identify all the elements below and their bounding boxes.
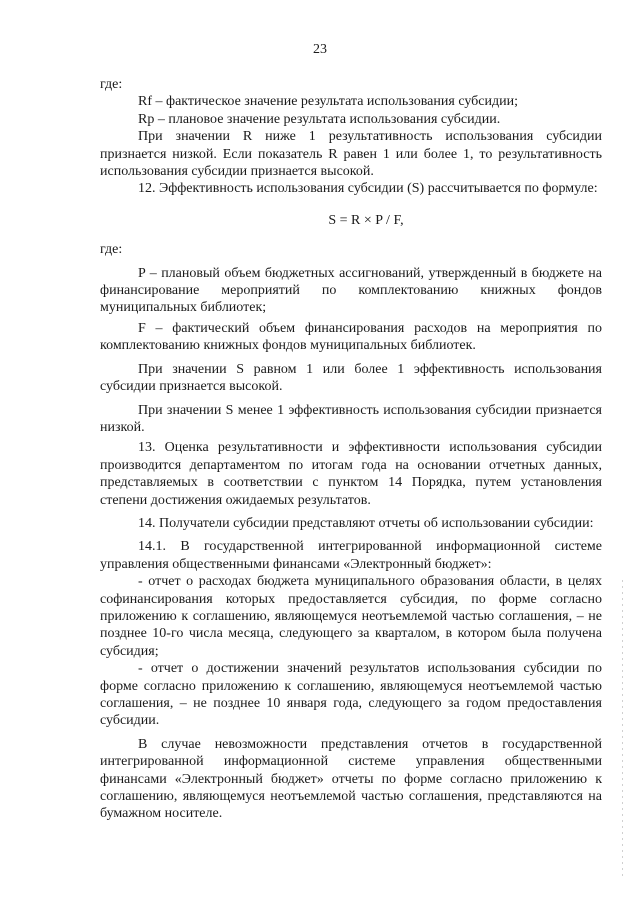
paragraph-14-1: 14.1. В государственной интегрированной информационной системе управления общественными финансами «Электронный бюджет»:: [100, 539, 602, 572]
paragraph-s-high: При значении S равном 1 или более 1 эффективность использования субсидии признается высокой.: [100, 361, 602, 395]
definition-rf: Rf – фактическое значение результата использования субсидии;: [138, 94, 518, 110]
list-item-results-report: - отчет о достижении значений результатов использования субсидии по форме согласно приложению к соглашению, являющемуся неотъемлемой частью соглашения, – не позднее 10 января года, следующего за годом предоставления субсидии.: [100, 661, 602, 729]
definition-rp: Rp – плановое значение результата использования субсидии.: [138, 111, 501, 127]
paragraph-where-2: где:: [100, 242, 123, 258]
definition-f: F – фактический объем финансирования расходов на мероприятия по комплектованию книжных фондов муниципальных библиотек.: [100, 320, 602, 354]
list-item-expenses-report: - отчет о расходах бюджета муниципального образования области, в целях софинансирования которых предоставляется субсидия, по форме согласно приложению к соглашению, являющемуся неотъемлемой частью соглашения, – не позднее 10-го числа месяца, следующего за кварталом, в котором была получена субсидия;: [100, 574, 602, 659]
page-number: 23: [313, 42, 327, 57]
paragraph-where-1: где:: [100, 77, 123, 92]
document-body: [100, 76, 602, 823]
paragraph-paper-reports: В случае невозможности представления отчетов в государственной интегрированной информационной системе управления общественными финансами «Электронный бюджет» отчеты по форме согласно приложению к соглашению, являющемуся неотъемлемой частью соглашения, представляются на бумажном носителе.: [100, 736, 602, 822]
paragraph-13: 13. Оценка результативности и эффективности использования субсидии производится департаментом по итогам года на основании отчетных данных, представляемых в соответствии с пунктом 14 Порядка, путем установления степени достижения ожидаемых результатов.: [100, 440, 602, 508]
paragraph-r-evaluation: При значении R ниже 1 результативность использования субсидии признается низкой. Если показатель R равен 1 или более 1, то результативность использования субсидии признается высокой.: [100, 129, 602, 180]
definition-p: P – плановый объем бюджетных ассигнований, утвержденный в бюджете на финансирование мероприятий по комплектованию книжных фондов муниципальных библиотек;: [100, 265, 602, 316]
formula: S = R × P / F,: [328, 212, 404, 228]
paragraph-14: 14. Получатели субсидии представляют отчеты об использовании субсидии:: [138, 515, 594, 531]
paragraph-s-low: При значении S менее 1 эффективность использования субсидии признается низкой.: [100, 402, 602, 435]
scan-edge-mark: [622, 580, 623, 880]
paragraph-12: 12. Эффективность использования субсидии (S) рассчитывается по формуле:: [138, 181, 598, 197]
